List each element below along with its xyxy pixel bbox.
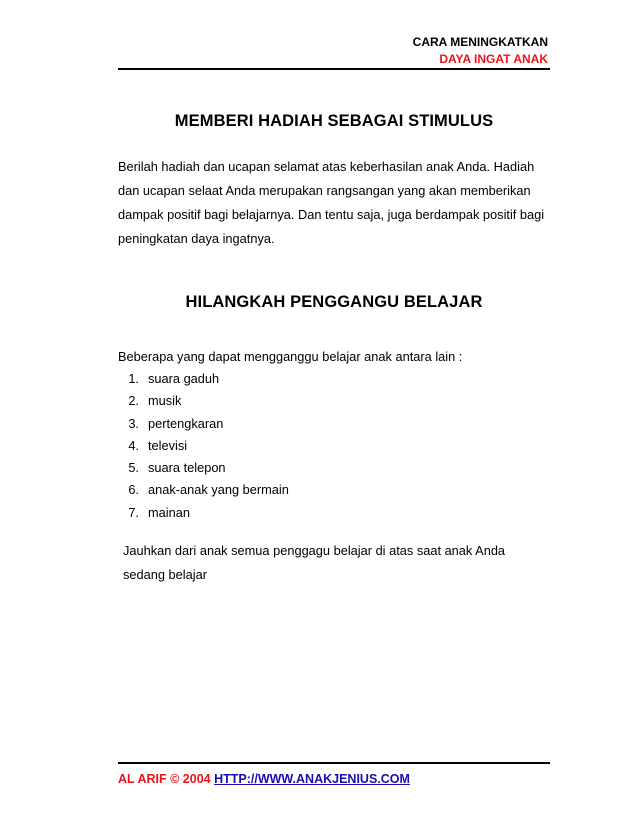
list-item-text: mainan <box>148 504 190 520</box>
footer-year: 2004 <box>182 772 211 786</box>
list-item-number: 7. <box>128 504 139 520</box>
header-title-line1: CARA MENINGKATKAN <box>412 35 548 49</box>
footer-divider <box>118 762 550 764</box>
list-item-number: 2. <box>128 393 139 409</box>
list-item-text: musik <box>148 393 182 409</box>
list-item-number: 1. <box>128 371 139 386</box>
stimulus-paragraph: Berilah hadiah dan ucapan selamat atas keberhasilan anak Anda. Hadiah dan ucapan selaat Anda merupakan rangsangan yang akan memberikan dampak positif bagi belajarnya. Dan tentu saja, juga berdampak positif bagi peningkatan daya ingatnya. <box>118 159 545 246</box>
list-item-text: pertengkaran <box>148 415 224 431</box>
distractions-closing: Jauhkan dari anak semua penggagu belajar di atas saat anak Anda sedang belajar <box>123 543 506 582</box>
list-item <box>118 392 289 414</box>
list-item-number: 4. <box>128 437 139 453</box>
footer-website-link[interactable]: HTTP://WWW.ANAKJENIUS.COM <box>214 772 410 786</box>
section-title-stimulus: MEMBERI HADIAH SEBAGAI STIMULUS <box>174 112 494 130</box>
page-footer <box>118 772 410 786</box>
header-divider <box>118 68 550 70</box>
header-title-line2: DAYA INGAT ANAK <box>439 52 548 66</box>
list-item-number: 3. <box>128 415 139 431</box>
list-item <box>118 370 289 392</box>
list-item <box>118 504 289 526</box>
list-item-number: 5. <box>128 460 139 476</box>
running-header <box>413 34 548 68</box>
list-item-text: anak-anak yang bermain <box>148 482 289 498</box>
distractions-list <box>118 370 289 526</box>
list-item-text: televisi <box>148 437 188 453</box>
distractions-intro: Beberapa yang dapat mengganggu belajar anak antara lain : <box>118 349 463 364</box>
list-item <box>118 459 289 481</box>
list-item <box>118 437 289 459</box>
footer-copyright-symbol: © <box>170 772 180 786</box>
list-item <box>118 415 289 437</box>
list-item-number: 6. <box>128 482 139 498</box>
list-item <box>118 481 289 503</box>
list-item-text: suara gaduh <box>148 371 220 386</box>
section-title-distractions: HILANGKAH PENGGANGU BELAJAR <box>185 293 483 311</box>
list-item-text: suara telepon <box>148 460 226 476</box>
footer-author: AL ARIF <box>118 772 167 786</box>
